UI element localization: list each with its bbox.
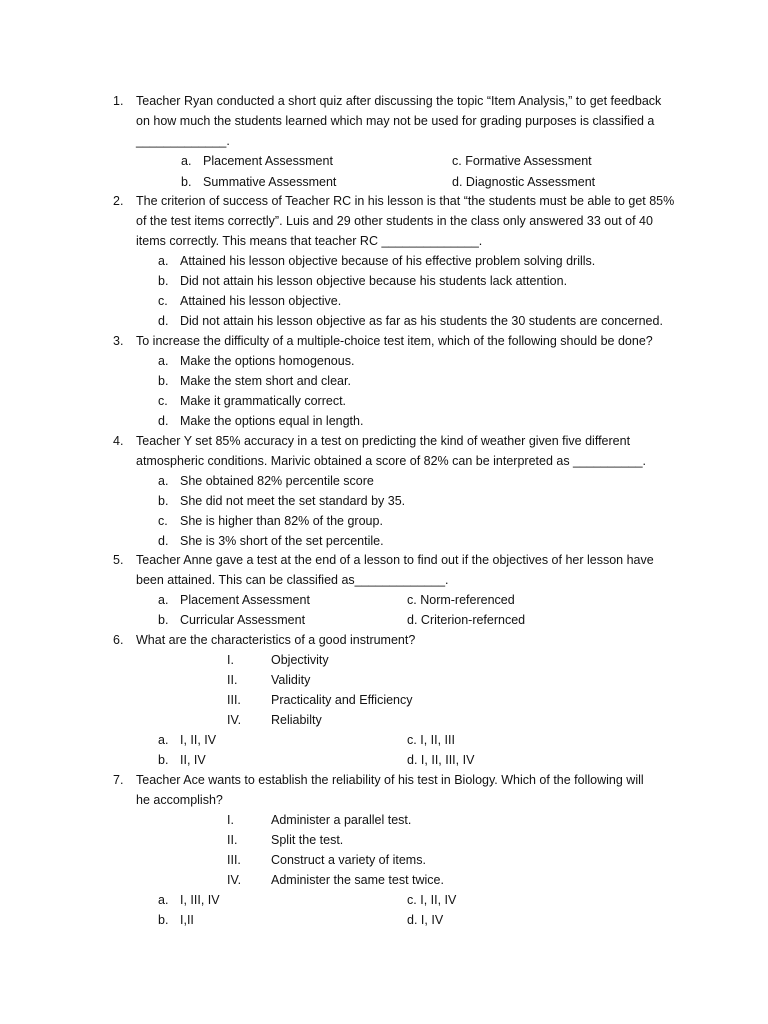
stem-line: Teacher Ryan conducted a short quiz after discussing the topic “Item Analysis,” to get feedback [136,94,662,108]
option-b[interactable]: b. Make the stem short and clear. [158,374,351,388]
question-number: 4. [113,434,124,448]
question-stem [136,770,676,810]
roman-item: II. [227,833,238,847]
question-stem [136,91,676,151]
option-b[interactable]: b. I,II [158,913,194,927]
question-stem [136,331,676,351]
option-b[interactable]: b. II, IV [158,753,206,767]
question-stem [136,191,676,251]
stem-line: Teacher Anne gave a test at the end of a lesson to find out if the objectives of her lesson have [136,553,654,567]
stem-line: he accomplish? [136,793,223,807]
option-a[interactable]: a. Make the options homogenous. [158,354,355,368]
stem-line: Teacher Y set 85% accuracy in a test on predicting the kind of weather given five different [136,434,631,448]
option-a[interactable]: a. Attained his lesson objective because of his effective problem solving drills. [158,254,596,268]
roman-item: I. [227,813,234,827]
option-c[interactable]: c. Norm-referenced [407,593,515,607]
option-c[interactable]: c. I, II, IV [407,893,457,907]
option-a[interactable]: a. I, II, IV [158,733,217,747]
roman-text: Construct a variety of items. [271,853,426,867]
option-a[interactable]: a. Placement Assessment [181,154,333,168]
option-a[interactable]: a. Placement Assessment [158,593,310,607]
question-number: 1. [113,94,124,108]
stem-line: Teacher Ace wants to establish the reliability of his test in Biology. Which of the following will [136,773,644,787]
roman-text: Administer the same test twice. [271,873,444,887]
question-stem [136,431,676,471]
stem-line: been attained. This can be classified as_____________. [136,573,449,587]
stem-line: atmospheric conditions. Marivic obtained a score of 82% can be interpreted as __________. [136,454,647,468]
roman-text: Split the test. [271,833,344,847]
option-d[interactable]: d. I, II, III, IV [407,753,475,767]
question-number: 6. [113,633,124,647]
option-d[interactable]: d. I, IV [407,913,444,927]
roman-text: Reliabilty [271,713,322,727]
roman-item: IV. [227,713,242,727]
question-stem [136,550,676,590]
option-c[interactable]: c. Attained his lesson objective. [158,294,342,308]
roman-item: I. [227,653,234,667]
stem-line: The criterion of success of Teacher RC in his lesson is that “the students must be able to get 85% [136,194,675,208]
question-number: 3. [113,334,124,348]
option-c[interactable]: c. Make it grammatically correct. [158,394,347,408]
option-d[interactable]: d. Make the options equal in length. [158,414,364,428]
roman-text: Practicality and Efficiency [271,693,413,707]
option-b[interactable]: b. Summative Assessment [181,175,337,189]
question-stem [136,630,676,650]
roman-item: III. [227,853,241,867]
option-c[interactable]: c. I, II, III [407,733,455,747]
roman-item: II. [227,673,238,687]
roman-item: IV. [227,873,242,887]
option-b[interactable]: b. Did not attain his lesson objective because his students lack attention. [158,274,568,288]
question-number: 5. [113,553,124,567]
question-number: 2. [113,194,124,208]
roman-text: Administer a parallel test. [271,813,412,827]
option-c[interactable]: c. She is higher than 82% of the group. [158,514,383,528]
stem-line: on how much the students learned which may not be used for grading purposes is classified a [136,114,655,128]
option-b[interactable]: b. She did not meet the set standard by 35. [158,494,406,508]
roman-item: III. [227,693,241,707]
roman-text: Objectivity [271,653,329,667]
stem-line: items correctly. This means that teacher RC ______________. [136,234,483,248]
stem-line: To increase the difficulty of a multiple-choice test item, which of the following should be done? [136,334,653,348]
option-d[interactable]: d. Diagnostic Assessment [452,175,596,189]
stem-line: of the test items correctly”. Luis and 29 other students in the class only answered 33 out of 40 [136,214,653,228]
question-number: 7. [113,773,124,787]
option-b[interactable]: b. Curricular Assessment [158,613,306,627]
stem-line: _____________. [136,134,230,148]
option-d[interactable]: d. Criterion-refernced [407,613,526,627]
stem-line: What are the characteristics of a good instrument? [136,633,416,647]
option-c[interactable]: c. Formative Assessment [452,154,592,168]
option-a[interactable]: a. I, III, IV [158,893,220,907]
option-d[interactable]: d. She is 3% short of the set percentile. [158,534,384,548]
roman-text: Validity [271,673,311,687]
option-a[interactable]: a. She obtained 82% percentile score [158,474,374,488]
option-d[interactable]: d. Did not attain his lesson objective as far as his students the 30 students are concerned. [158,314,663,328]
